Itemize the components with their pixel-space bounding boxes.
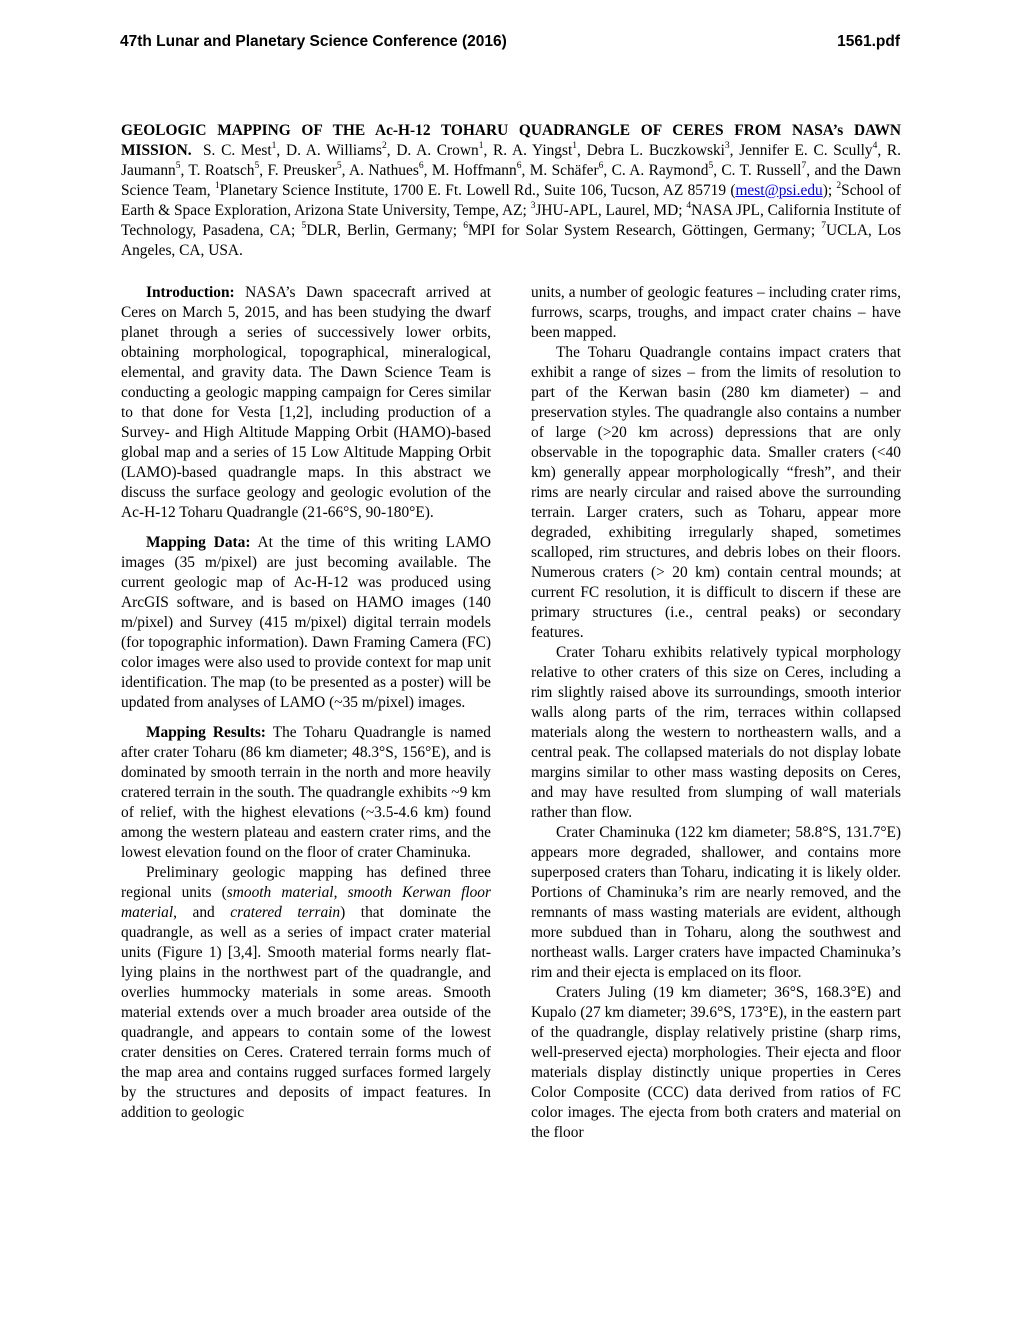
- affiliation: JHU-APL, Laurel, MD;: [535, 202, 683, 219]
- preliminary-paragraph: [121, 863, 491, 1123]
- author-list: S. C. Mest$^1$, D. A. Williams$^2$, D. A. Crown$^1$, R. A. Yingst$^1$, Debra L. Buczkowski$^3$, Jennifer E. C. Scully$^4$, R. Jaumann$^5$, T. Roatsch$^5$, F. Preusker$^5$, A. Nathues$^6$, M. Hoffmann$^6$, M. Schäfer$^6$, C. A. Raymond$^5$, C. T. Russell$^7$, and the Dawn Science Team,: [121, 140, 902, 199]
- mapping-results-text: The Toharu Quadrangle is named after crater Toharu (86 km diameter; 48.3°S, 156°E), and is dominated by smooth terrain in the north and more heavily cratered terrain in the south. The quadrangle exhibits ~9 km of relief, with the highest elevations (~3.5-4.6 km) found among the western plateau and eastern crater rims, and the lowest elevation found on the floor of crater Chaminuka.: [121, 724, 491, 861]
- affiliation-marker: 5: [175, 160, 181, 171]
- paper-title: GEOLOGIC MAPPING OF THE Ac-H-12 TOHARU QUADRANGLE OF CERES FROM NASA’s DAWN MISSION.: [121, 122, 901, 159]
- mapping-data-text: At the time of this writing LAMO images (35 m/pixel) are just becoming available. The current geologic map of Ac-H-12 was produced using ArcGIS software, and is based on HAMO images (140 m/pixel) and Survey (415 m/pixel) digital terrain models (for topographic information). Dawn Framing Camera (FC) color images were also used to provide context for map unit identification. The map (to be presented as a poster) will be updated from analyses of LAMO (~35 m/pixel) images.: [121, 534, 491, 711]
- section-heading-mapping-results: Mapping Results:: [146, 724, 266, 741]
- author: S. C. Mest: [202, 142, 272, 159]
- page-header: [120, 30, 900, 54]
- unit-name: smooth material: [226, 884, 334, 901]
- continued-paragraph: units, a number of geologic features – including crater rims, furrows, scarps, troughs, and impact crater chains – have been mapped.: [531, 284, 901, 341]
- author: R. Jaumann: [121, 142, 902, 179]
- craters-paragraph: The Toharu Quadrangle contains impact craters that exhibit a range of sizes – from the limits of resolution to part of the Kerwan basin (280 km diameter) – and preservation styles. The quadrangle also contains a number of large (>20 km across) depressions that are only observable in the topographic data. Smaller craters (<40 km) generally appear morphologically “fresh”, and their rims are nearly circular and raised above the surrounding terrain. Larger craters, such as Toharu, appear more degraded, exhibiting irregularly shaped, sometimes scalloped, rim structures, and debris lobes on their floors. Numerous craters (> 20 km) contain central mounds; at current FC resolution, it is difficult to discern if these are primary structures (i.e., central peaks) or secondary features.: [531, 344, 901, 641]
- affiliation-list: [121, 182, 901, 259]
- mapping-results-paragraph: [121, 723, 491, 863]
- juling-kupalo-paragraph: Craters Juling (19 km diameter; 36°S, 168.3°E) and Kupalo (27 km diameter; 39.6°S, 173°E), in the eastern part of the quadrangle, display relatively pristine (sharp rims, well-preserved ejecta) morphologies. Their ejecta and floor materials display distinctly unique properties in Ceres Color Composite (CCC) data derived from ratios of FC color images. The ejecta from both craters and material on the floor: [531, 984, 901, 1141]
- paragraph-text: ) that dominate the quadrangle, as well as a series of impact crater material units (Figure 1) [3,4]. Smooth material forms nearly flat-lying plains in the northwest part of the quadrangle, and overlies hummocky materials in some areas. Smooth material extends over a much broader area outside of the quadrangle, and appears to contain some of the lowest crater densities on Ceres. Cratered terrain forms much of the map area and contains rugged surfaces formed largely by the structures and deposits of impact features. In addition to geologic: [121, 904, 492, 1121]
- team-name: and the Dawn Science Team,: [121, 162, 901, 199]
- affiliation-number: 1: [214, 180, 220, 191]
- title-block: [121, 121, 901, 261]
- punctuation: );: [822, 182, 833, 199]
- author: T. Roatsch: [188, 162, 255, 179]
- affiliation-number: 7: [821, 220, 827, 231]
- author: F. Preusker: [267, 162, 337, 179]
- paragraph-text: Preliminary geologic mapping has defined three regional units (: [121, 864, 491, 901]
- unit-name: cratered terrain: [230, 904, 341, 921]
- chaminuka-paragraph: Crater Chaminuka (122 km diameter; 58.8°S, 131.7°E) appears more degraded, shallower, and contains more superposed craters than Toharu, indicating it is likely older. Portions of Chaminuka’s rim are nearly removed, and the remnants of mass wasting materials are evident, although more subdued than in Toharu, along the southwest and northeast walls. Larger craters have impacted Chaminuka’s rim and their ejecta is emplaced on its floor.: [531, 824, 901, 981]
- affiliation-number: 2: [836, 180, 842, 191]
- affiliation-number: 6: [463, 220, 468, 231]
- affiliation-marker: 3: [724, 140, 730, 151]
- affiliation-marker: 6: [516, 160, 522, 171]
- left-column: [121, 283, 491, 1123]
- affiliation-marker: 1: [478, 140, 484, 151]
- affiliation-marker: 5: [336, 160, 342, 171]
- email-link[interactable]: mest@psi.edu: [735, 182, 823, 199]
- affiliation: NASA JPL, California Institute of Technology, Pasadena, CA;: [121, 202, 901, 239]
- introduction-text: NASA’s Dawn spacecraft arrived at Ceres on March 5, 2015, and has been studying the dwarf planet through a series of successively lower orbits, obtaining morphological, topographical, mineralogical, elemental, and gravity data. The Dawn Science Team is conducting a geologic mapping campaign for Ceres similar to that done for Vesta [1,2], including production of a Survey- and High Altitude Mapping Orbit (HAMO)-based global map and a series of 15 Low Altitude Mapping Orbit (LAMO)-based quadrangle maps. In this abstract we discuss the surface geology and geologic evolution of the Ac-H-12 Toharu Quadrangle (21-66°S, 90-180°E).: [121, 284, 491, 521]
- affiliation-marker: 4: [872, 140, 878, 151]
- affiliation-marker: 6: [598, 160, 604, 171]
- affiliation-marker: 1: [271, 140, 277, 151]
- affiliation-marker: 2: [382, 140, 387, 151]
- affiliation-marker: 5: [254, 160, 260, 171]
- affiliation-marker: 6: [418, 160, 424, 171]
- affiliation: School of Earth & Space Exploration, Arizona State University, Tempe, AZ;: [121, 182, 901, 219]
- section-heading-mapping-data: Mapping Data:: [146, 534, 251, 551]
- toharu-paragraph: Crater Toharu exhibits relatively typical morphology relative to other craters of this size on Ceres, including a rim slightly raised above its surroundings, smooth interior walls along parts of the rim, terraces within collapsed materials along the western to northeastern walls, and a central peak. The collapsed materials do not display lobate margins similar to other mass wasting deposits on Ceres, and may have resulted from slumping of wall materials rather than flow.: [531, 644, 901, 821]
- author: C. T. Russell: [721, 162, 802, 179]
- affiliation-marker: 5: [708, 160, 714, 171]
- affiliation-number: 3: [530, 200, 536, 211]
- introduction-paragraph: [121, 283, 491, 523]
- affiliation: DLR, Berlin, Germany;: [306, 222, 458, 239]
- affiliation-marker: 1: [572, 140, 578, 151]
- author: Debra L. Buczkowski: [586, 142, 725, 159]
- affiliation: Planetary Science Institute, 1700 E. Ft. Lowell Rd., Suite 106, Tucson, AZ 85719 (: [219, 182, 736, 199]
- author: R. A. Yingst: [493, 142, 573, 159]
- author: D. A. Crown: [396, 142, 479, 159]
- section-heading-introduction: Introduction:: [146, 284, 235, 301]
- punctuation: , and: [173, 904, 231, 921]
- conference-name: 47th Lunar and Planetary Science Conference (2016): [120, 33, 507, 50]
- affiliation-number: 5: [301, 220, 307, 231]
- file-name: 1561.pdf: [837, 33, 900, 50]
- author: D. A. Williams: [285, 142, 382, 159]
- punctuation: ,: [333, 884, 348, 901]
- mapping-data-paragraph: [121, 533, 491, 713]
- author: C. A. Raymond: [611, 162, 709, 179]
- affiliation: UCLA, Los Angeles, CA, USA.: [121, 222, 902, 259]
- author: Jennifer E. C. Scully: [739, 142, 873, 159]
- author: M. Hoffmann: [431, 162, 517, 179]
- affiliation: MPI for Solar System Research, Göttingen, Germany;: [467, 222, 816, 239]
- affiliation-number: 4: [686, 200, 692, 211]
- author: M. Schäfer: [529, 162, 599, 179]
- author: A. Nathues: [349, 162, 419, 179]
- affiliation-marker: 7: [801, 160, 807, 171]
- right-column: [531, 283, 901, 1143]
- unit-name: smooth Kerwan floor material: [121, 884, 491, 921]
